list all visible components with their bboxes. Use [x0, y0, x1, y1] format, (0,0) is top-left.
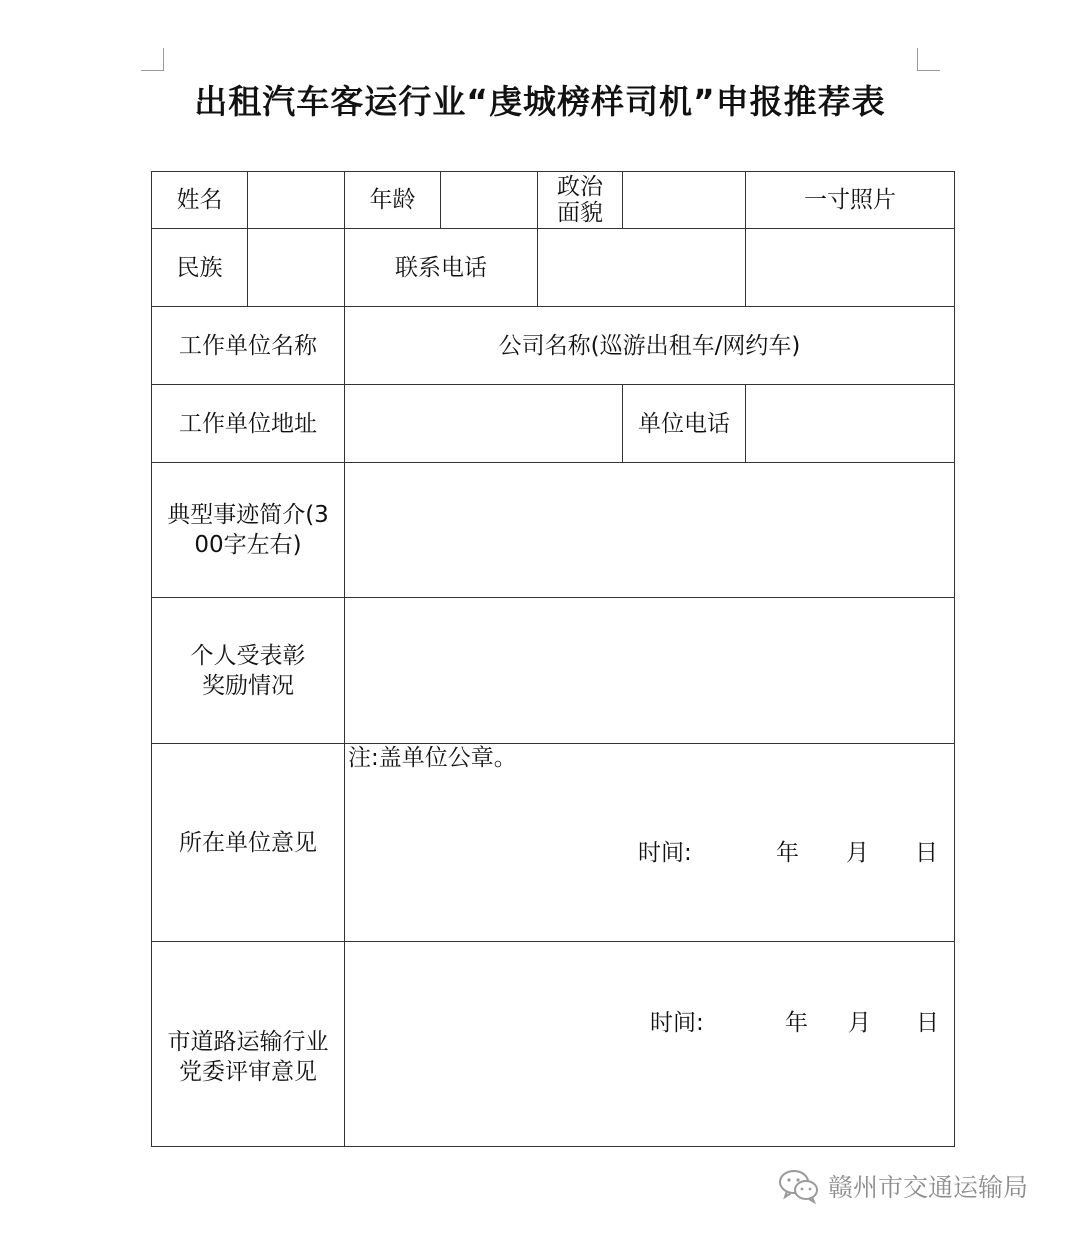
committee-day-label: 日	[916, 1010, 939, 1036]
ethnicity-label: 民族	[176, 254, 223, 281]
name-label: 姓名	[176, 187, 223, 213]
form-title: 出租汽车客运行业“虔城榜样司机”申报推荐表	[194, 82, 886, 121]
deeds-field[interactable]	[345, 463, 954, 597]
page-corner-mark-right	[917, 48, 940, 71]
name-field[interactable]	[248, 172, 344, 228]
awards-field[interactable]	[345, 598, 954, 743]
political-status-label: 政治 面貌	[557, 174, 603, 226]
employer-address-field[interactable]	[345, 385, 622, 462]
committee-opinion-label: 市道路运输行业 党委评审意见	[167, 1029, 329, 1085]
age-field[interactable]	[441, 172, 537, 228]
watermark-text: 赣州市交通运输局	[828, 1173, 1029, 1202]
deeds-label: 典型事迹简介(3 00字左右)	[167, 502, 329, 558]
ethnicity-field[interactable]	[248, 229, 344, 306]
employer-phone-label: 单位电话	[638, 410, 730, 437]
phone-field[interactable]	[538, 229, 745, 306]
awards-label: 个人受表彰 奖励情况	[190, 642, 306, 699]
wechat-icon	[778, 1168, 820, 1204]
committee-year-label: 年	[785, 1010, 808, 1036]
watermark	[778, 1168, 1028, 1204]
employer-phone-field[interactable]	[746, 385, 954, 462]
photo-label: 一寸照片	[804, 187, 896, 213]
employer-name-label: 工作单位名称	[179, 332, 317, 359]
page-corner-mark-left	[141, 48, 164, 71]
employer-name-field[interactable]: 公司名称(巡游出租车/网约车)	[498, 332, 801, 359]
photo-area[interactable]	[746, 229, 954, 306]
committee-month-label: 月	[848, 1010, 871, 1036]
committee-opinion-field[interactable]	[345, 942, 954, 1146]
committee-time-label: 时间:	[650, 1010, 704, 1036]
unit-opinion-month-label: 月	[846, 840, 869, 866]
phone-label: 联系电话	[395, 254, 487, 281]
unit-opinion-time-label: 时间:	[638, 840, 692, 866]
unit-opinion-label: 所在单位意见	[179, 829, 317, 856]
political-status-field[interactable]	[623, 172, 745, 228]
employer-address-label: 工作单位地址	[179, 410, 317, 437]
unit-opinion-day-label: 日	[915, 840, 938, 866]
unit-opinion-year-label: 年	[776, 840, 799, 866]
unit-opinion-note: 注:盖单位公章。	[348, 745, 517, 771]
age-label: 年龄	[369, 187, 416, 213]
